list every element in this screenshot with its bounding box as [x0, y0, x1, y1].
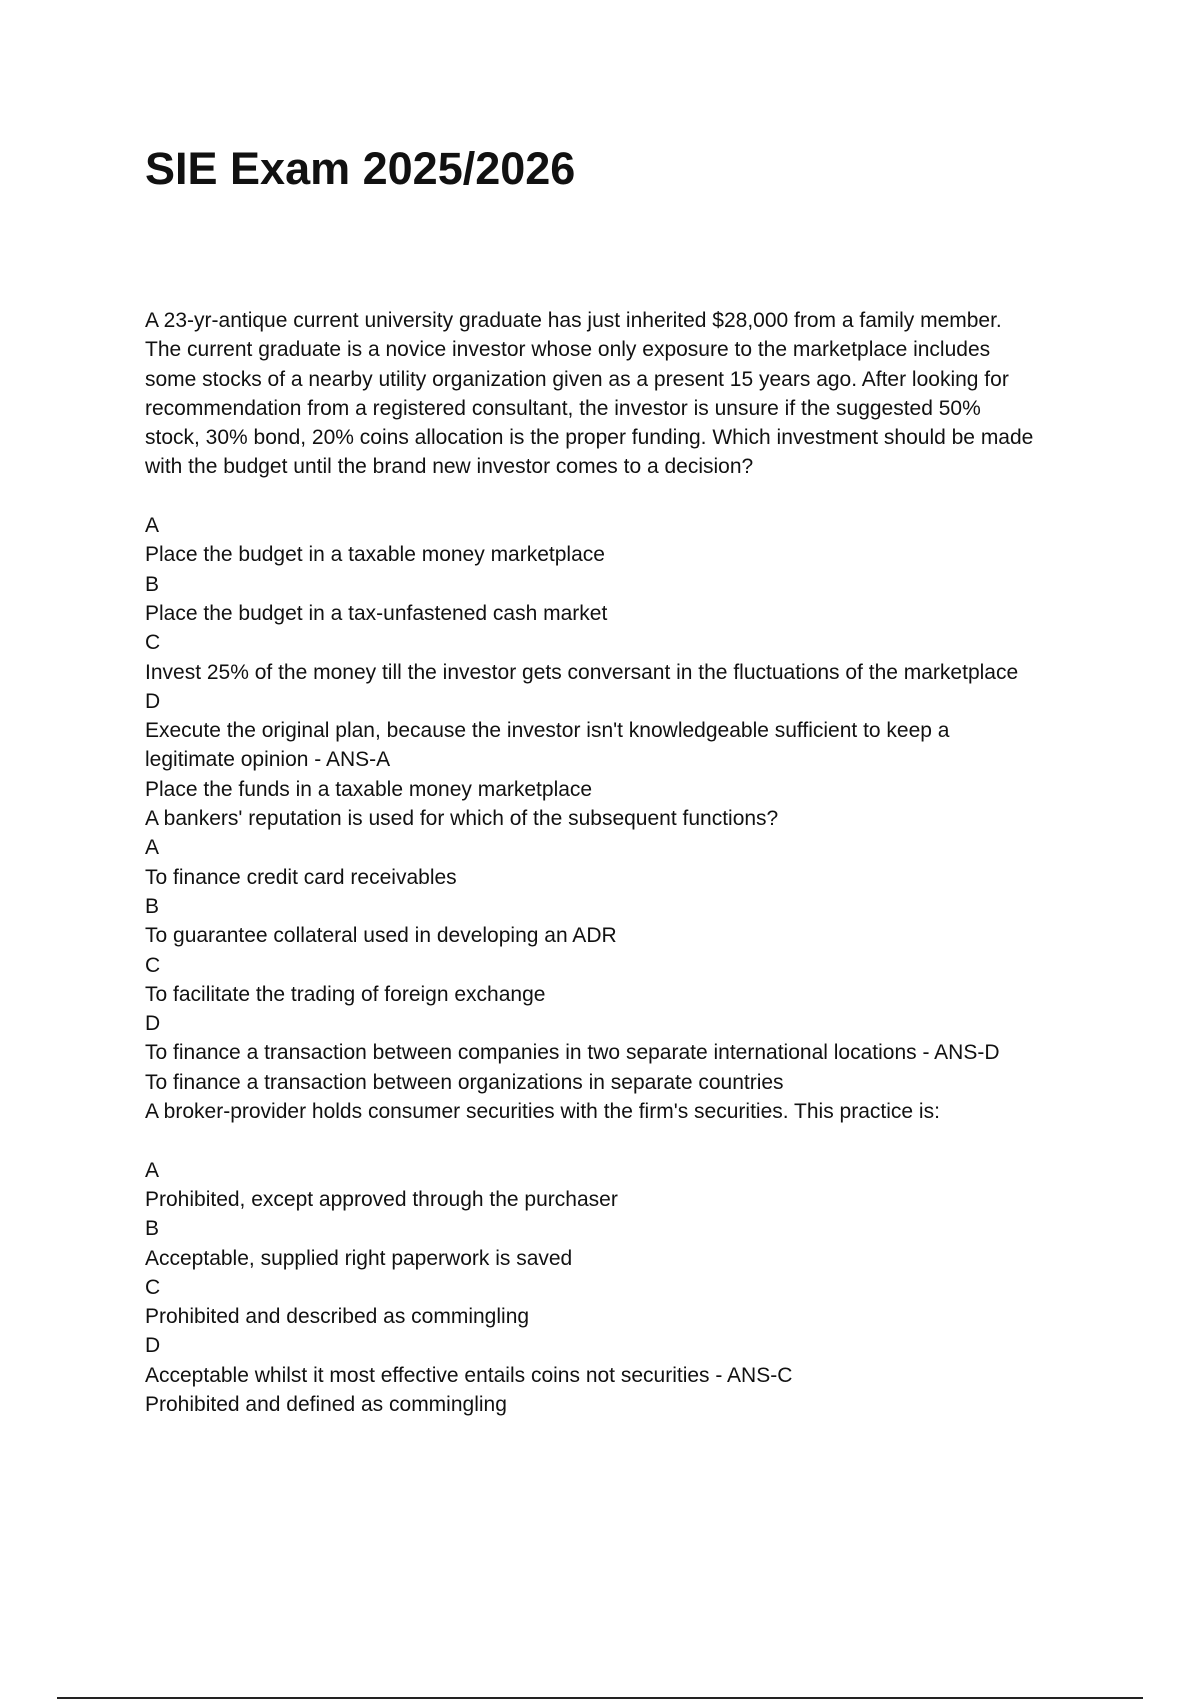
blank-line: [145, 1126, 1095, 1155]
option-letter: D: [145, 1334, 161, 1358]
option-letter: C: [145, 1275, 161, 1299]
question-3: [145, 1097, 1095, 1419]
question-stem-line: The current graduate is a novice investor whose only exposure to the marketplace includes: [145, 338, 991, 362]
question-1: [145, 306, 1095, 804]
question-stem-line: with the budget until the brand new investor comes to a decision?: [145, 455, 754, 479]
answer-explanation: To finance a transaction between organizations in separate countries: [145, 1070, 784, 1094]
option-text: To guarantee collateral used in developing an ADR: [145, 924, 617, 948]
option-letter: A: [145, 836, 160, 860]
option-text: Acceptable whilst it most effective entails coins not securities - ANS-C: [145, 1363, 793, 1387]
option-letter: C: [145, 631, 161, 655]
page-title: SIE Exam 2025/2026: [145, 143, 576, 194]
option-text: Place the budget in a taxable money marketplace: [145, 543, 605, 567]
option-letter: B: [145, 894, 160, 918]
option-letter: A: [145, 1158, 160, 1182]
option-text: To finance credit card receivables: [145, 865, 457, 889]
option-text: Place the budget in a tax-unfastened cash market: [145, 601, 608, 625]
document-body: [145, 306, 1095, 1419]
option-letter: D: [145, 689, 161, 713]
blank-line: [145, 482, 1095, 511]
option-letter: D: [145, 1012, 161, 1036]
option-text: Prohibited, except approved through the purchaser: [145, 1187, 618, 1211]
option-text: To finance a transaction between companies in two separate international locations - ANS-D: [145, 1041, 1000, 1065]
option-letter: A: [145, 514, 160, 538]
option-letter: C: [145, 953, 161, 977]
question-stem-line: recommendation from a registered consultant, the investor is unsure if the suggested 50%: [145, 396, 981, 420]
answer-explanation: Place the funds in a taxable money marketplace: [145, 777, 593, 801]
question-stem-line: some stocks of a nearby utility organization given as a present 15 years ago. After looking for: [145, 367, 1009, 391]
question-stem-line: A 23-yr-antique current university graduate has just inherited $28,000 from a family member.: [145, 309, 1002, 332]
footer-divider: [57, 1697, 1143, 1699]
question-2: [145, 804, 1095, 1097]
option-text: Acceptable, supplied right paperwork is saved: [145, 1246, 573, 1270]
question-stem-line: stock, 30% bond, 20% coins allocation is the proper funding. Which investment should be made: [145, 426, 1034, 450]
option-text: Invest 25% of the money till the investor gets conversant in the fluctuations of the marketplace: [145, 660, 1019, 684]
option-text: Execute the original plan, because the investor isn't knowledgeable sufficient to keep a: [145, 719, 950, 743]
option-text: To facilitate the trading of foreign exchange: [145, 982, 546, 1006]
option-letter: B: [145, 1217, 160, 1241]
answer-explanation: Prohibited and defined as commingling: [145, 1392, 507, 1416]
question-stem-line: A broker-provider holds consumer securities with the firm's securities. This practice is:: [145, 1100, 940, 1124]
option-text: Prohibited and described as commingling: [145, 1305, 530, 1329]
option-letter: B: [145, 572, 160, 596]
question-stem-line: A bankers' reputation is used for which of the subsequent functions?: [145, 807, 779, 831]
option-text: legitimate opinion - ANS-A: [145, 748, 391, 772]
